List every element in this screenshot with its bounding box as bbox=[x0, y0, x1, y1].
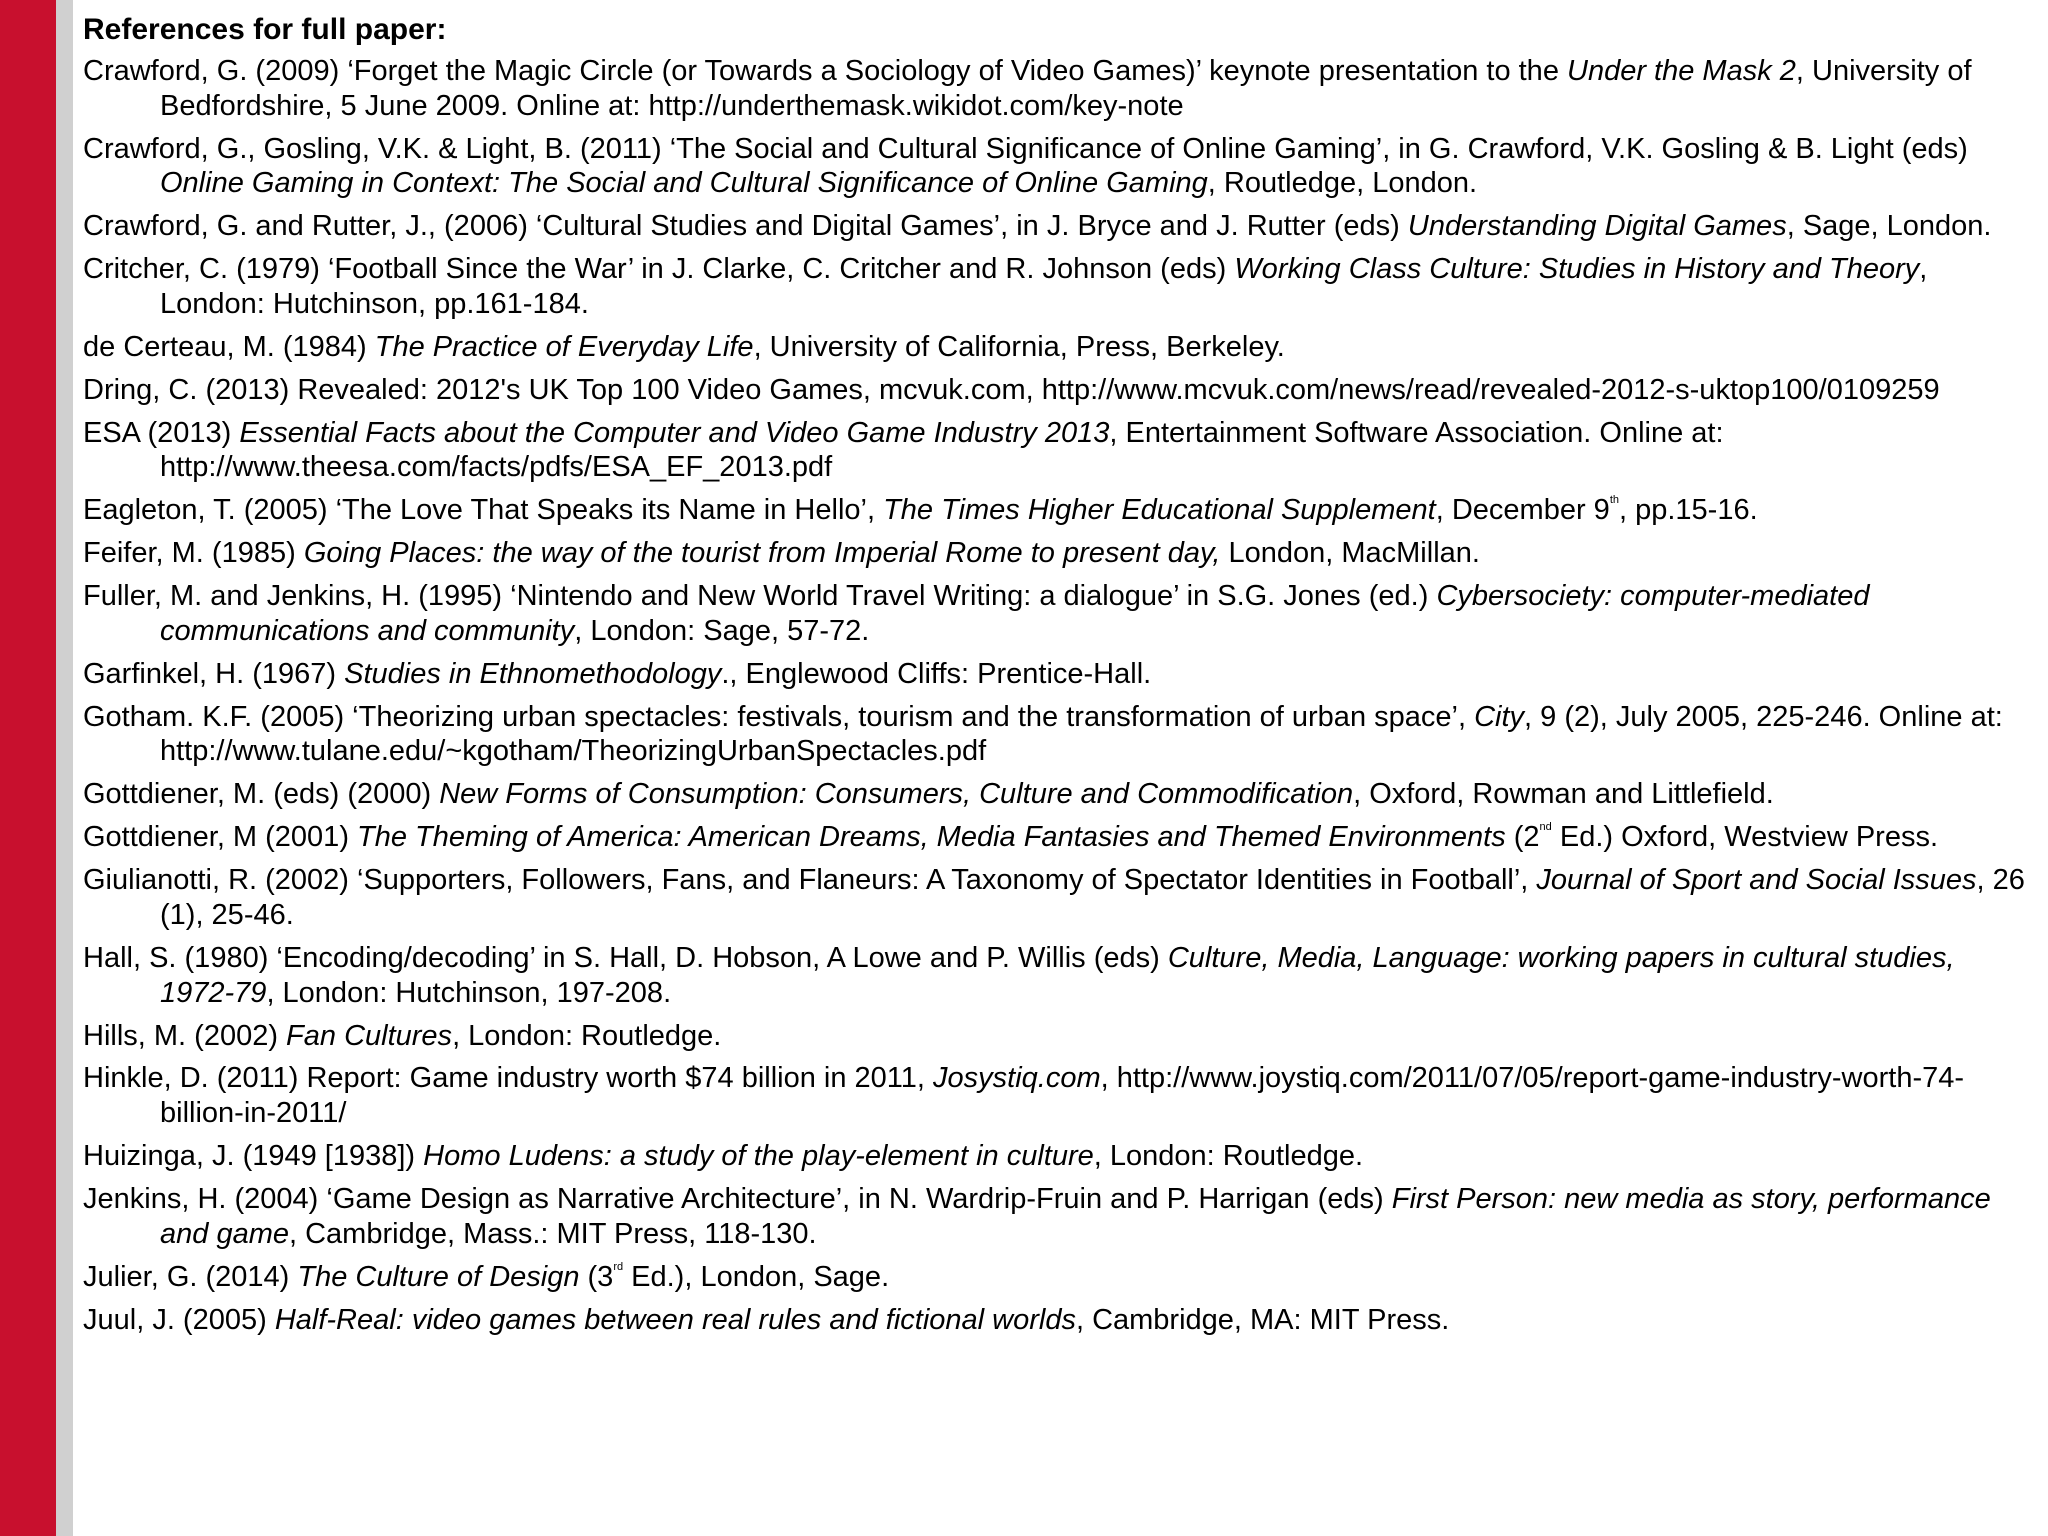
reference-entry bbox=[83, 536, 2033, 571]
reference-text: London, MacMillan. bbox=[1220, 537, 1480, 570]
reference-entry bbox=[83, 1139, 2033, 1174]
references-heading: References for full paper: bbox=[83, 13, 447, 46]
reference-title: Fan Cultures bbox=[286, 1019, 453, 1052]
reference-title: Understanding Digital Games bbox=[1407, 210, 1787, 243]
reference-entry bbox=[83, 579, 2033, 648]
reference-text: , University of Bedfordshire, 5 June 2009. Online at: http://underthemask.wikidot.com/key-note bbox=[160, 55, 1972, 122]
sidebar-shadow-bar bbox=[56, 0, 73, 1536]
reference-text: , Oxford, Rowman and Littlefield. bbox=[1353, 778, 1774, 811]
reference-text: , Sage, London. bbox=[1786, 210, 1992, 243]
reference-text: Crawford, G. (2009) ‘Forget the Magic Circle (or Towards a Sociology of Video Games)’ keynote presentation to the bbox=[83, 55, 1567, 87]
ordinal-suffix: rd bbox=[613, 1260, 624, 1273]
reference-text: Jenkins, H. (2004) ‘Game Design as Narrative Architecture’, in N. Wardrip-Fruin and P. Harrigan (eds) bbox=[83, 1183, 1392, 1216]
reference-entry bbox=[83, 1260, 2033, 1295]
reference-text: Hills, M. (2002) bbox=[83, 1019, 287, 1052]
reference-title: Online Gaming in Context: The Social and Cultural Significance of Online Gaming bbox=[160, 167, 1208, 200]
reference-text: , London: Routledge. bbox=[1093, 1140, 1364, 1173]
reference-entry bbox=[83, 777, 2033, 812]
reference-entry bbox=[83, 416, 2033, 485]
reference-text: Fuller, M. and Jenkins, H. (1995) ‘Nintendo and New World Travel Writing: a dialogue’ in S.G. Jones (ed.) bbox=[83, 580, 1437, 613]
reference-title: Josystiq.com bbox=[933, 1062, 1101, 1095]
reference-text: Critcher, C. (1979) ‘Football Since the War’ in J. Clarke, C. Critcher and R. Johnson (eds) bbox=[83, 253, 1235, 286]
reference-entry bbox=[83, 1061, 2033, 1130]
reference-entry bbox=[83, 132, 2033, 201]
reference-text: , Entertainment Software Association. Online at: http://www.theesa.com/facts/pdfs/ESA_EF_2013.pdf bbox=[160, 416, 1724, 484]
reference-text: Gotham. K.F. (2005) ‘Theorizing urban spectacles: festivals, tourism and the transformation of urban space’, bbox=[83, 700, 1475, 733]
reference-title: Cybersociety: computer-mediated communications and community bbox=[160, 580, 1870, 647]
reference-entry bbox=[83, 330, 2033, 365]
reference-title: The Culture of Design bbox=[297, 1260, 580, 1293]
reference-text: , Cambridge, Mass.: MIT Press, 118-130. bbox=[289, 1217, 817, 1250]
reference-text: Crawford, G. and Rutter, J., (2006) ‘Cultural Studies and Digital Games’, in J. Bryce and J. Rutter (eds) bbox=[83, 210, 1408, 243]
reference-entry bbox=[83, 820, 2033, 855]
reference-text: , London: Sage, 57-72. bbox=[574, 614, 870, 647]
reference-text: Hall, S. (1980) ‘Encoding/decoding’ in S. Hall, D. Hobson, A Lowe and P. Willis (eds) bbox=[83, 941, 1168, 974]
reference-text: , Routledge, London. bbox=[1207, 167, 1478, 200]
reference-entry bbox=[83, 1019, 2033, 1054]
reference-text: Crawford, G., Gosling, V.K. & Light, B. (2011) ‘The Social and Cultural Significance of Online Gaming’, in G. Crawford, V.K. Gosling & B. Light (eds) bbox=[83, 132, 1968, 165]
reference-title: Essential Facts about the Computer and Video Game Industry 2013 bbox=[239, 416, 1110, 449]
reference-text: Huizinga, J. (1949 [1938]) bbox=[83, 1140, 424, 1173]
reference-text: Garfinkel, H. (1967) bbox=[83, 657, 345, 690]
reference-text: , London: Routledge. bbox=[452, 1019, 722, 1052]
reference-title: Journal of Sport and Social Issues bbox=[1536, 864, 1977, 897]
reference-entry bbox=[83, 700, 2033, 769]
reference-entry bbox=[83, 252, 2033, 321]
reference-text: (3 bbox=[579, 1260, 614, 1293]
reference-entry bbox=[83, 373, 2033, 408]
reference-entry bbox=[83, 941, 2033, 1010]
reference-text: Eagleton, T. (2005) ‘The Love That Speaks its Name in Hello’, bbox=[83, 494, 884, 527]
reference-entry bbox=[83, 54, 2033, 123]
slide-content bbox=[83, 10, 2033, 1346]
reference-title: The Theming of America: American Dreams, Media Fantasies and Themed Environments bbox=[357, 821, 1506, 854]
reference-text: , Cambridge, MA: MIT Press. bbox=[1075, 1303, 1450, 1336]
reference-title: Homo Ludens: a study of the play-element in culture bbox=[423, 1140, 1094, 1173]
reference-text: Julier, G. (2014) bbox=[83, 1260, 298, 1293]
reference-entry bbox=[83, 493, 2033, 528]
reference-title: Studies in Ethnomethodology bbox=[344, 657, 722, 690]
reference-text: Ed.) Oxford, Westview Press. bbox=[1551, 821, 1939, 854]
reference-text: Juul, J. (2005) bbox=[83, 1303, 275, 1336]
reference-title: Going Places: the way of the tourist from Imperial Rome to present day, bbox=[303, 537, 1221, 570]
reference-title: New Forms of Consumption: Consumers, Culture and Commodification bbox=[439, 778, 1354, 811]
reference-title: The Times Higher Educational Supplement bbox=[883, 494, 1436, 527]
reference-text: , University of California, Press, Berkeley. bbox=[753, 330, 1285, 363]
reference-text: , 26 (1), 25-46. bbox=[160, 864, 2025, 931]
reference-text: , London: Hutchinson, pp.161-184. bbox=[160, 253, 1928, 320]
reference-text: de Certeau, M. (1984) bbox=[83, 330, 375, 363]
reference-entry bbox=[83, 1182, 2033, 1251]
reference-title: Under the Mask 2 bbox=[1567, 55, 1796, 87]
reference-entry bbox=[83, 209, 2033, 244]
reference-title: First Person: new media as story, performance and game bbox=[160, 1183, 1991, 1250]
reference-text: , London: Hutchinson, 197-208. bbox=[266, 976, 672, 1009]
reference-title: Half-Real: video games between real rules and fictional worlds bbox=[274, 1303, 1076, 1336]
reference-text: Giulianotti, R. (2002) ‘Supporters, Followers, Fans, and Flaneurs: A Taxonomy of Spectator Identities in Football’, bbox=[83, 864, 1537, 897]
reference-text: (2 bbox=[1505, 821, 1540, 854]
reference-text: , pp.15-16. bbox=[1619, 494, 1758, 527]
reference-text: Hinkle, D. (2011) Report: Game industry worth $74 billion in 2011, bbox=[83, 1062, 934, 1095]
reference-entry bbox=[83, 1303, 2033, 1338]
reference-text: Dring, C. (2013) Revealed: 2012's UK Top 100 Video Games, mcvuk.com, http://www.mcvuk.com/news/read/revealed-2012-s-uktop100/0109259 bbox=[83, 373, 1940, 406]
reference-text: ESA (2013) bbox=[83, 416, 240, 449]
reference-text: , December 9 bbox=[1435, 494, 1610, 527]
reference-text: , 9 (2), July 2005, 225-246. Online at: http://www.tulane.edu/~kgotham/TheorizingUrbanSpectacles.pdf bbox=[160, 700, 2003, 768]
reference-list bbox=[83, 54, 2033, 1337]
reference-text: Feifer, M. (1985) bbox=[83, 537, 304, 570]
reference-title: City bbox=[1474, 700, 1525, 733]
reference-entry bbox=[83, 657, 2033, 692]
reference-text: Ed.), London, Sage. bbox=[623, 1260, 890, 1293]
reference-text: Gottdiener, M (2001) bbox=[83, 821, 358, 854]
reference-entry bbox=[83, 863, 2033, 932]
reference-title: The Practice of Everyday Life bbox=[374, 330, 754, 363]
ordinal-suffix: nd bbox=[1539, 821, 1552, 834]
ordinal-suffix: th bbox=[1609, 494, 1619, 507]
accent-sidebar-bar bbox=[0, 0, 56, 1536]
reference-title: Working Class Culture: Studies in History and Theory bbox=[1234, 253, 1920, 286]
reference-title: Culture, Media, Language: working papers in cultural studies, 1972-79 bbox=[160, 941, 1955, 1009]
reference-text: , http://www.joystiq.com/2011/07/05/report-game-industry-worth-74-billion-in-2011/ bbox=[160, 1062, 1965, 1130]
reference-text: Gottdiener, M. (eds) (2000) bbox=[83, 778, 440, 811]
reference-text: ., Englewood Cliffs: Prentice-Hall. bbox=[721, 657, 1152, 690]
